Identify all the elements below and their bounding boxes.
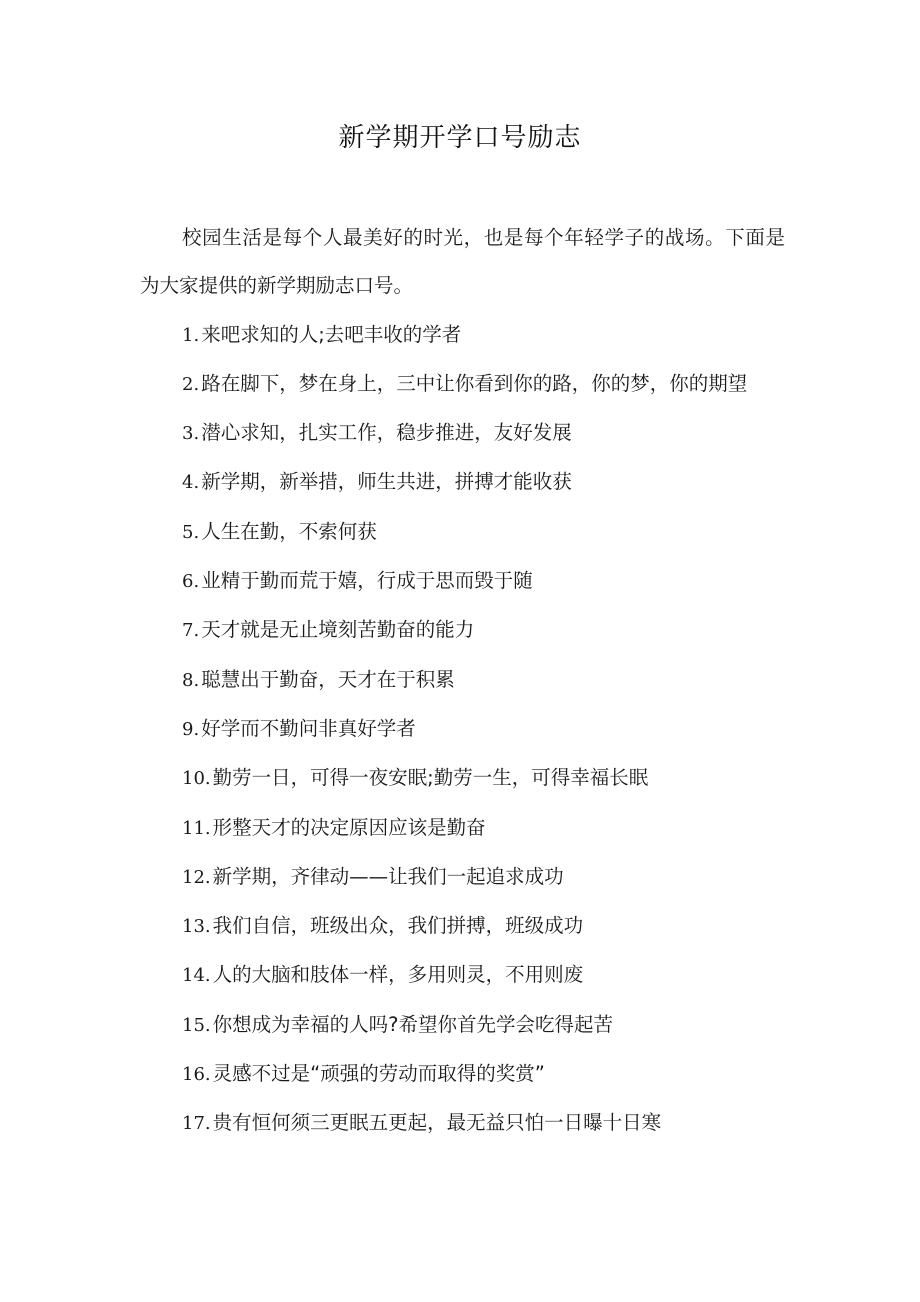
item-number: 16.	[182, 1064, 211, 1086]
list-item	[140, 311, 785, 360]
item-text: 贵有恒何须三更眠五更起，最无益只怕一日曝十日寒	[212, 1111, 662, 1135]
list-item	[140, 606, 785, 655]
list-item	[140, 951, 785, 1000]
item-text: 潜心求知，扎实工作，稳步推进，友好发展	[201, 421, 572, 445]
item-number: 2.	[182, 373, 200, 395]
list-item	[140, 1099, 785, 1148]
list-item	[140, 853, 785, 902]
item-text: 路在脚下，梦在身上，三中让你看到你的路，你的梦，你的期望	[201, 371, 748, 395]
item-number: 12.	[182, 866, 211, 888]
list-item	[140, 1001, 785, 1050]
item-number: 14.	[182, 965, 211, 987]
document-body	[140, 214, 785, 1149]
item-text: 你想成为幸福的人吗?希望你首先学会吃得起苦	[212, 1012, 613, 1036]
document-title: 新学期开学口号励志	[338, 123, 582, 153]
intro-paragraph: 校园生活是每个人最美好的时光，也是每个年轻学子的战场。下面是为大家提供的新学期励志口号。	[140, 226, 785, 298]
item-number: 3.	[182, 423, 200, 445]
item-text: 聪慧出于勤奋，天才在于积累	[201, 667, 455, 691]
list-item	[140, 1050, 785, 1099]
list-item	[140, 804, 785, 853]
item-number: 1.	[182, 324, 200, 346]
item-number: 15.	[182, 1014, 211, 1036]
item-text: 形整天才的决定原因应该是勤奋	[212, 815, 486, 839]
item-text: 业精于勤而荒于嬉，行成于思而毁于随	[201, 569, 533, 593]
item-text: 人生在勤，不索何获	[201, 519, 377, 543]
list-item	[140, 557, 785, 606]
item-number: 13.	[182, 916, 211, 938]
item-text: 灵感不过是“顽强的劳动而取得的奖赏”	[212, 1062, 545, 1086]
list-item	[140, 705, 785, 754]
item-number: 11.	[182, 817, 211, 839]
item-number: 8.	[182, 669, 200, 691]
list-item	[140, 458, 785, 507]
item-number: 9.	[182, 718, 200, 740]
list-item	[140, 902, 785, 951]
item-text: 勤劳一日，可得一夜安眠;勤劳一生，可得幸福长眠	[212, 766, 649, 790]
item-text: 天才就是无止境刻苦勤奋的能力	[201, 618, 475, 642]
item-number: 10.	[182, 768, 211, 790]
list-item	[140, 656, 785, 705]
item-number: 5.	[182, 521, 200, 543]
item-number: 4.	[182, 472, 200, 494]
item-number: 17.	[182, 1113, 211, 1135]
item-text: 来吧求知的人;去吧丰收的学者	[201, 322, 462, 346]
list-item	[140, 409, 785, 458]
item-text: 我们自信，班级出众，我们拼搏，班级成功	[212, 914, 584, 938]
item-text: 人的大脑和肢体一样，多用则灵，不用则废	[212, 963, 584, 987]
item-number: 7.	[182, 620, 200, 642]
item-text: 新学期，新举措，师生共进，拼搏才能收获	[201, 470, 572, 494]
item-text: 新学期，齐律动——让我们一起追求成功	[212, 864, 564, 888]
item-number: 6.	[182, 571, 200, 593]
list-item	[140, 754, 785, 803]
list-item	[140, 508, 785, 557]
list-item	[140, 360, 785, 409]
item-text: 好学而不勤问非真好学者	[201, 716, 416, 740]
